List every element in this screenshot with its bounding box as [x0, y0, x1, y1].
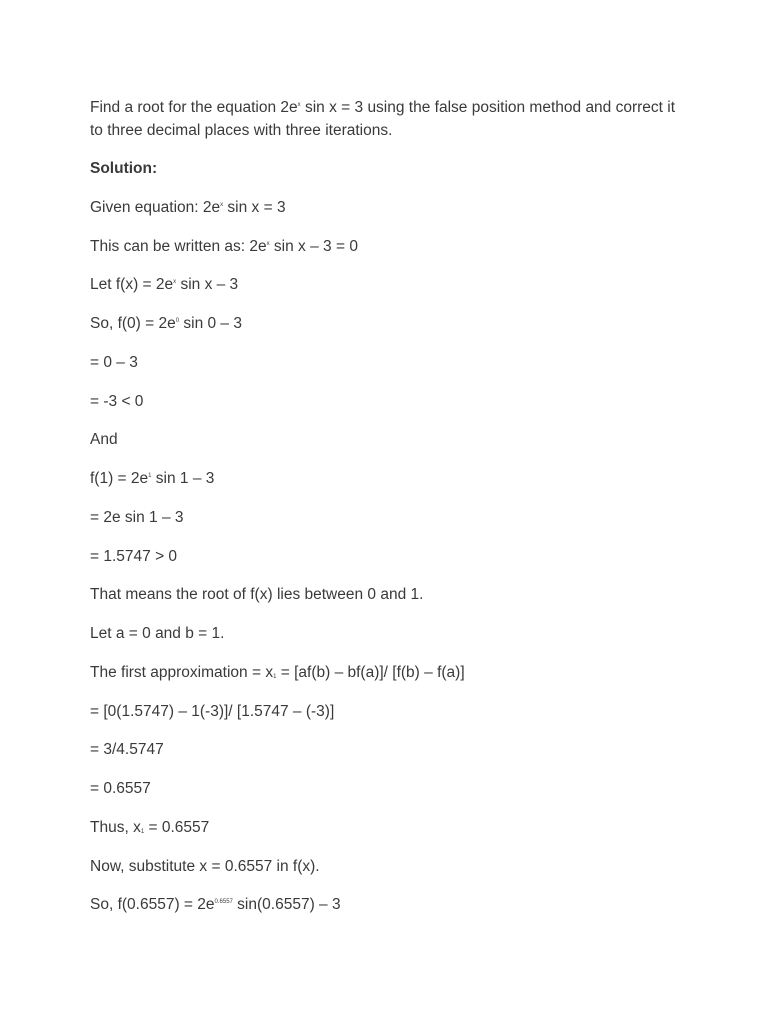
solution-line	[90, 274, 238, 296]
solution-line: = 0 – 3	[90, 354, 138, 371]
line-text: Let f(x) = 2e	[90, 276, 174, 293]
subscript: 1	[140, 829, 145, 835]
solution-line	[90, 236, 358, 258]
exponent: 0	[175, 318, 180, 324]
solution-line	[90, 894, 341, 916]
line-text: = [af(b) – bf(a)]/ [f(b) – f(a)]	[276, 664, 465, 681]
problem-exponent: x	[297, 102, 301, 108]
problem-text-end: sin x = 3 using the false position method and correct it to three decimal places with three iterations.	[90, 99, 676, 139]
problem-text-start: Find a root for the equation 2e	[90, 99, 298, 116]
exponent: x	[220, 202, 224, 208]
line-text: sin 0 – 3	[179, 315, 242, 332]
exponent: 1	[148, 473, 152, 479]
line-text: So, f(0.6557) = 2e	[90, 896, 215, 913]
solution-line: = -3 < 0	[90, 393, 144, 410]
subscript: 1	[273, 674, 277, 680]
line-text: sin x – 3 = 0	[269, 238, 358, 255]
solution-line	[90, 468, 214, 490]
solution-line: And	[90, 431, 118, 448]
solution-line	[90, 313, 242, 335]
line-text: Given equation: 2e	[90, 199, 221, 216]
solution-line: = 0.6557	[90, 780, 151, 797]
exponent: x	[266, 241, 270, 247]
solution-line	[90, 817, 209, 839]
solution-heading: Solution:	[90, 160, 158, 177]
solution-line: = 3/4.5747	[90, 741, 164, 758]
solution-line: = 1.5747 > 0	[90, 548, 178, 565]
exponent: x	[173, 279, 177, 285]
exponent: 0.6557	[214, 899, 233, 905]
solution-line: = [0(1.5747) – 1(-3)]/ [1.5747 – (-3)]	[90, 703, 335, 720]
solution-line: Now, substitute x = 0.6557 in f(x).	[90, 858, 320, 875]
line-text: Thus, x	[90, 819, 141, 836]
line-text: The first approximation = x	[90, 664, 274, 681]
line-text: sin x = 3	[223, 199, 286, 216]
solution-line	[90, 662, 465, 684]
solution-line	[90, 197, 286, 219]
line-text: sin(0.6557) – 3	[232, 896, 341, 913]
line-text: f(1) = 2e	[90, 470, 149, 487]
solution-line: = 2e sin 1 – 3	[90, 509, 184, 526]
solution-line: Let a = 0 and b = 1.	[90, 625, 225, 642]
line-text: sin 1 – 3	[151, 470, 215, 487]
line-text: = 0.6557	[144, 819, 210, 836]
solution-line: That means the root of f(x) lies between 0 and 1.	[90, 586, 424, 603]
problem-statement	[90, 96, 690, 142]
line-text: So, f(0) = 2e	[90, 315, 176, 332]
line-text: sin x – 3	[176, 276, 239, 293]
line-text: This can be written as: 2e	[90, 238, 267, 255]
